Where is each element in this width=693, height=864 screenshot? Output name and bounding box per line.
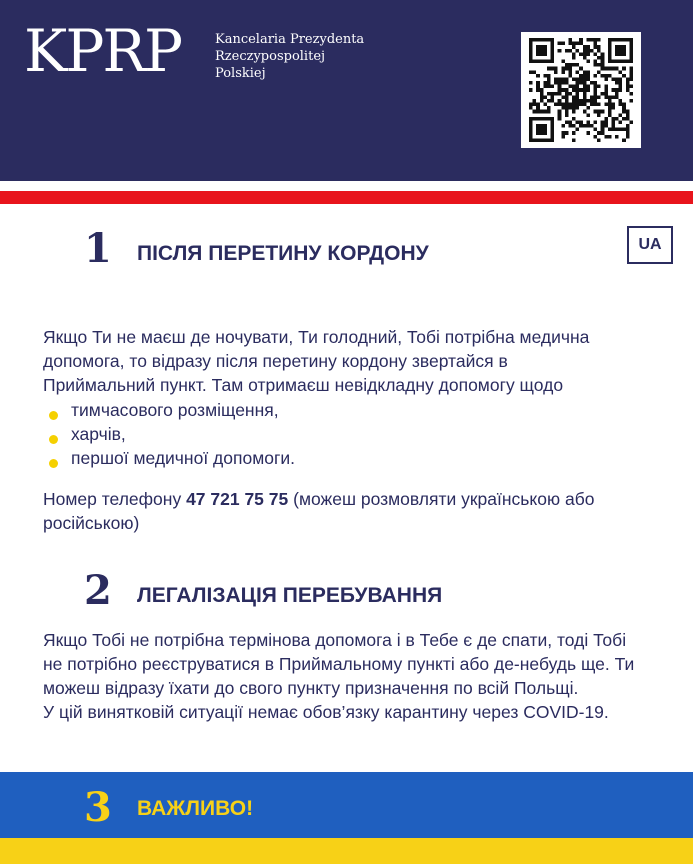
section-title: ВАЖЛИВО! <box>137 797 254 820</box>
header-banner <box>0 0 693 181</box>
important-banner <box>0 772 693 838</box>
section-number: 3 <box>84 784 112 831</box>
paragraph-line: російською) <box>43 513 140 533</box>
section-title: ЛЕГАЛІЗАЦІЯ ПЕРЕБУВАННЯ <box>137 584 443 607</box>
kprp-logo: KPRP <box>24 17 182 85</box>
bullet-dot-icon <box>49 459 58 468</box>
language-badge: UA <box>627 226 673 264</box>
paragraph-line: не потрібно реєструватися в Приймальному пункті або де-небудь ще. Ти <box>43 654 635 674</box>
bullet-dot-icon <box>49 411 58 420</box>
paragraph-line: Якщо Ти не маєш де ночувати, Ти голодний, Тобі потрібна медична <box>43 327 590 347</box>
flag-stripe-yellow <box>0 838 693 864</box>
paragraph-line: можеш відразу їхати до свого пункту призначення по всій Польщі. <box>43 678 579 698</box>
phone-line: Номер телефону 47 721 75 75 (можеш розмовляти українською або <box>43 489 595 509</box>
flag-stripe-white <box>0 181 693 191</box>
organization-name <box>215 31 364 82</box>
org-name-line: Rzeczypospolitej <box>215 49 326 64</box>
paragraph-line: допомога, то відразу після перетину кордону звертайся в <box>43 351 508 371</box>
flag-stripe-red <box>0 191 693 204</box>
paragraph-line: У цій винятковій ситуації немає обов’язку карантину через COVID-19. <box>43 702 609 722</box>
org-name-line: Kancelaria Prezydenta <box>215 32 365 47</box>
section-title: ПІСЛЯ ПЕРЕТИНУ КОРДОНУ <box>137 242 429 265</box>
org-name-line: Polskiej <box>215 66 266 81</box>
section2-paragraph <box>43 628 683 724</box>
paragraph-line: Якщо Тобі не потрібна термінова допомога і в Тебе є де спати, тоді Тобі <box>43 630 627 650</box>
qr-code-icon[interactable] <box>521 32 641 148</box>
paragraph-line: Приймальний пункт. Там отримаєш невідкладну допомогу щодо <box>43 375 564 395</box>
phone-number[interactable]: 47 721 75 75 <box>186 489 289 509</box>
phone-info <box>43 487 683 535</box>
section-number: 2 <box>84 567 112 614</box>
bullet-dot-icon <box>49 435 58 444</box>
section1-paragraph <box>43 325 683 397</box>
section-number: 1 <box>84 225 112 272</box>
